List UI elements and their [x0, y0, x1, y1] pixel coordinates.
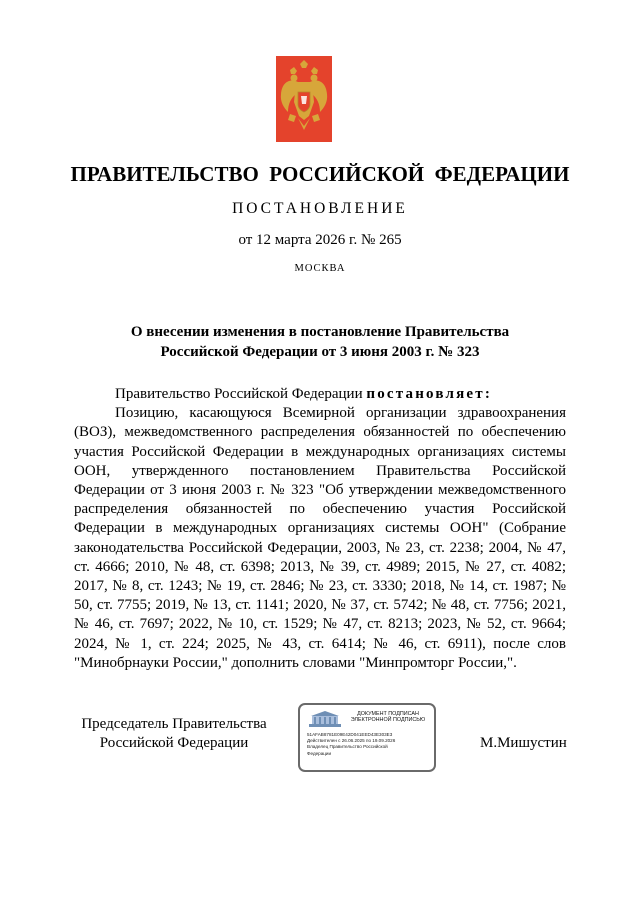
stamp-title	[344, 711, 432, 724]
organization-title: ПРАВИТЕЛЬСТВО РОССИЙСКОЙ ФЕДЕРАЦИИ	[70, 162, 570, 186]
intro-text: Правительство Российской Федерации	[115, 386, 367, 402]
stamp-validity: Действителен с 26.06.2025 по 19.09.2026	[307, 738, 396, 744]
city-name: МОСКВА	[294, 263, 346, 274]
subject-line-2: Российской Федерации от 3 июня 2003 г. № 323	[160, 344, 480, 360]
signer-position-line-2: Российской Федерации	[99, 735, 249, 751]
document-subject	[60, 322, 580, 362]
document-type: ПОСТАНОВЛЕНИЕ	[232, 200, 408, 217]
stamp-owner-line-1: Владелец Правительство Российской	[307, 744, 388, 750]
stamp-details	[307, 732, 432, 757]
subject-line-1: О внесении изменения в постановление Правительства	[130, 324, 510, 340]
electronic-signature-stamp	[298, 703, 436, 772]
stamp-title-line-1: ДОКУМЕНТ ПОДПИСАН	[357, 711, 419, 717]
government-building-icon	[309, 710, 341, 727]
signer-position	[74, 715, 274, 753]
document-body	[74, 385, 566, 673]
signer-name: М.Мишустин	[480, 735, 567, 751]
stamp-owner-line-2: Федерации	[307, 750, 332, 756]
stamp-title-line-2: ЭЛЕКТРОННОЙ ПОДПИСЬЮ	[350, 717, 426, 724]
intro-paragraph	[74, 385, 566, 404]
main-paragraph: Позицию, касающуюся Всемирной организации здравоохранения (ВОЗ), межведомственного распределения обязанностей по обеспечению участия Российской Федерации в международных организациях системы ООН, утвержденного постановлением Правительства Российской Федерации от 3 июня 2003 г. № 323 "Об утверждении межведомственного распределения обязанностей по обеспечению участия Российской Федерации в международных организациях системы ООН" (Собрание законодательства Российской Федерации, 2003, № 23, ст. 2238; 2004, № 47, ст. 4666; 2010, № 48, ст. 6398; 2013, № 39, ст. 4989; 2015, № 27, ст. 4082; 2017, № 8, ст. 1243; № 19, ст. 2846; № 23, ст. 3330; 2018, № 14, ст. 1987; № 50, ст. 7755; 2019, № 13, ст. 1141; 2020, № 37, ст. 5742; № 48, ст. 7756; 2021, № 46, ст. 7697; 2022, № 10, ст. 1529; № 47, ст. 8213; 2023, № 52, ст. 9664; 2024, № 1, ст. 224; 2025, № 43, ст. 6414; № 46, ст. 6911), после слов "Минобрнауки России," дополнить словами "Минпромторг России,".	[74, 405, 566, 671]
resolves-word: постановляет:	[366, 386, 493, 402]
stamp-certificate: 51AFAB8781E09E42D041EED43E303E3	[307, 732, 393, 737]
document-date-number: от 12 марта 2026 г. № 265	[238, 232, 402, 248]
signer-position-line-1: Председатель Правительства	[81, 716, 267, 732]
coat-of-arms-icon	[276, 56, 332, 142]
